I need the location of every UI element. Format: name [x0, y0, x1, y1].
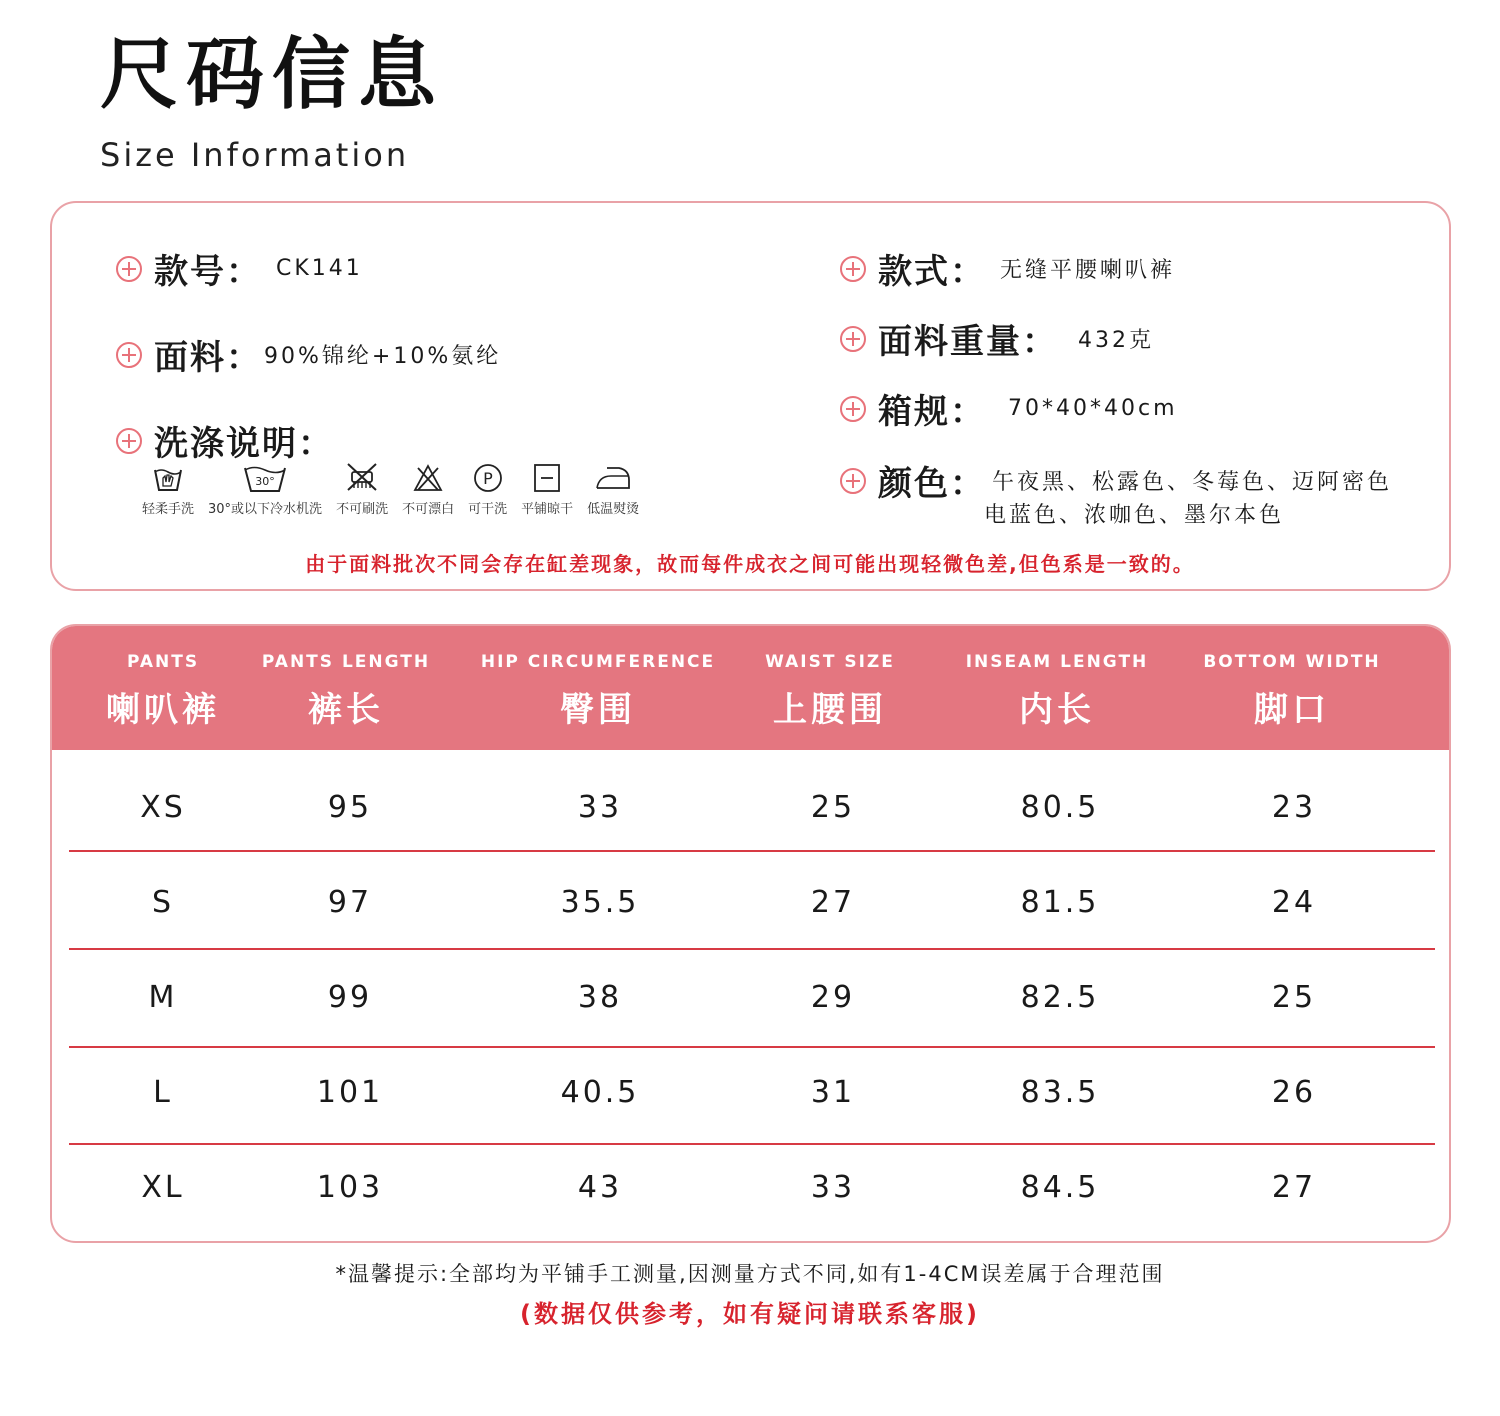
table-cell: XL: [141, 1170, 185, 1205]
table-row: [69, 1045, 1435, 1140]
dry-flat-icon: [530, 460, 564, 494]
column-header-en: HIP CIRCUMFERENCE: [480, 652, 716, 672]
page-title: 尺码信息: [100, 30, 445, 120]
plus-circle-icon: [116, 342, 142, 368]
care-instructions: [142, 460, 653, 517]
table-cell: 25: [810, 790, 856, 825]
column-header: [966, 626, 1149, 750]
field-label: 款式：: [878, 252, 986, 292]
svg-text:P: P: [482, 469, 493, 488]
field-fabric: [116, 330, 501, 379]
care-item: [208, 460, 322, 517]
care-label: 可干洗: [468, 502, 508, 517]
measurement-note: *温馨提示:全部均为平铺手工测量,因测量方式不同,如有1-4CM误差属于合理范围: [335, 1262, 1165, 1286]
color-variance-notice: 由于面料批次不同会存在缸差现象，故而每件成衣之间可能出现轻微色差,但色系是一致的。: [305, 552, 1195, 576]
care-label: 低温熨烫: [587, 502, 640, 517]
low-iron-icon: [593, 460, 633, 494]
table-cell: 103: [316, 1170, 384, 1205]
plus-circle-icon: [840, 396, 866, 422]
care-item: [587, 460, 639, 517]
column-header-en: PANTS: [126, 652, 200, 672]
size-table: [50, 624, 1451, 1243]
column-header-en: WAIST SIZE: [765, 652, 895, 672]
column-header-cn: 上腰围: [773, 690, 887, 730]
contact-note: (数据仅供参考，如有疑问请联系客服): [520, 1300, 980, 1328]
table-cell: 25: [1271, 980, 1317, 1015]
column-header: [765, 626, 895, 750]
column-header-en: BOTTOM WIDTH: [1203, 652, 1381, 672]
field-style: [840, 244, 1175, 293]
field-label: 面料：: [154, 338, 262, 378]
field-value: 432克: [1078, 328, 1154, 353]
table-cell: 29: [810, 980, 856, 1015]
table-cell: 95: [327, 790, 373, 825]
table-cell: 26: [1271, 1075, 1317, 1110]
table-row: [69, 1140, 1435, 1235]
table-cell: M: [148, 980, 178, 1015]
care-item: [402, 460, 454, 517]
table-cell: 40.5: [560, 1075, 640, 1110]
column-header-cn: 裤长: [307, 690, 384, 730]
page-subtitle: Size Information: [100, 136, 410, 174]
table-cell: XS: [140, 790, 186, 825]
table-cell: 33: [577, 790, 623, 825]
colors-line-2: 电蓝色、浓咖色、墨尔本色: [984, 503, 1285, 528]
column-header-en: INSEAM LENGTH: [965, 652, 1149, 672]
table-cell: 81.5: [1020, 885, 1100, 920]
table-cell: 27: [1271, 1170, 1317, 1205]
care-label: 轻柔手洗: [142, 502, 195, 517]
care-label: 不可刷洗: [336, 502, 389, 517]
column-header-cn: 喇叭裤: [106, 690, 220, 730]
column-header: [481, 626, 715, 750]
column-header-cn: 内长: [1019, 690, 1095, 730]
column-header-cn: 臀围: [559, 690, 636, 730]
machine-wash-30-icon: [242, 460, 288, 494]
column-header-cn: 脚口: [1253, 690, 1330, 730]
table-cell: 38: [577, 980, 623, 1015]
column-header-en: PANTS LENGTH: [261, 652, 431, 672]
field-style-no: [116, 244, 363, 293]
field-value: 90%锦纶+10%氨纶: [264, 344, 502, 369]
column-header: [262, 626, 430, 750]
field-value: 午夜黑、松露色、冬莓色、迈阿密色: [992, 470, 1393, 495]
plus-circle-icon: [840, 468, 866, 494]
row-divider: [69, 850, 1435, 852]
table-cell: 27: [810, 885, 856, 920]
dry-clean-p-icon: [471, 460, 505, 494]
plus-circle-icon: [840, 326, 866, 352]
table-cell: 82.5: [1020, 980, 1100, 1015]
gentle-hand-wash-icon: [151, 460, 185, 494]
plus-circle-icon: [840, 256, 866, 282]
care-item: [521, 460, 573, 517]
plus-circle-icon: [116, 256, 142, 282]
table-cell: S: [151, 885, 175, 920]
field-label: 面料重量：: [878, 322, 1058, 362]
care-label: 不可漂白: [402, 502, 455, 517]
table-row: [69, 855, 1435, 950]
care-item: [142, 460, 194, 517]
table-cell: L: [153, 1075, 173, 1110]
field-value: 无缝平腰喇叭裤: [1000, 258, 1176, 283]
field-label: 款号：: [154, 252, 262, 292]
field-label: 颜色：: [878, 464, 986, 504]
care-item: [468, 460, 507, 517]
table-cell: 24: [1271, 885, 1317, 920]
field-label: 箱规：: [878, 392, 986, 432]
table-cell: 97: [327, 885, 373, 920]
table-row: [69, 760, 1435, 855]
field-value: CK141: [276, 256, 363, 281]
field-washing: [116, 416, 334, 465]
table-cell: 83.5: [1020, 1075, 1100, 1110]
table-cell: 35.5: [560, 885, 640, 920]
no-bleach-icon: [411, 460, 445, 494]
care-label: 平铺晾干: [521, 502, 574, 517]
plus-circle-icon: [116, 428, 142, 454]
field-box-size: [840, 384, 1178, 433]
svg-text:30°: 30°: [255, 475, 275, 488]
column-header: [106, 626, 220, 750]
field-fabric-weight: [840, 314, 1154, 363]
table-row: [69, 950, 1435, 1045]
care-label: 30°或以下冷水机洗: [208, 502, 323, 517]
table-cell: 99: [327, 980, 373, 1015]
field-value: 70*40*40cm: [1008, 396, 1178, 421]
table-cell: 84.5: [1020, 1170, 1100, 1205]
table-cell: 101: [316, 1075, 384, 1110]
table-cell: 80.5: [1020, 790, 1100, 825]
table-cell: 33: [810, 1170, 856, 1205]
table-cell: 23: [1271, 790, 1317, 825]
no-brushing-icon: [344, 460, 380, 494]
field-label: 洗涤说明：: [154, 424, 334, 464]
table-cell: 43: [577, 1170, 623, 1205]
table-cell: 31: [810, 1075, 856, 1110]
column-header: [1203, 626, 1380, 750]
care-item: [336, 460, 388, 517]
